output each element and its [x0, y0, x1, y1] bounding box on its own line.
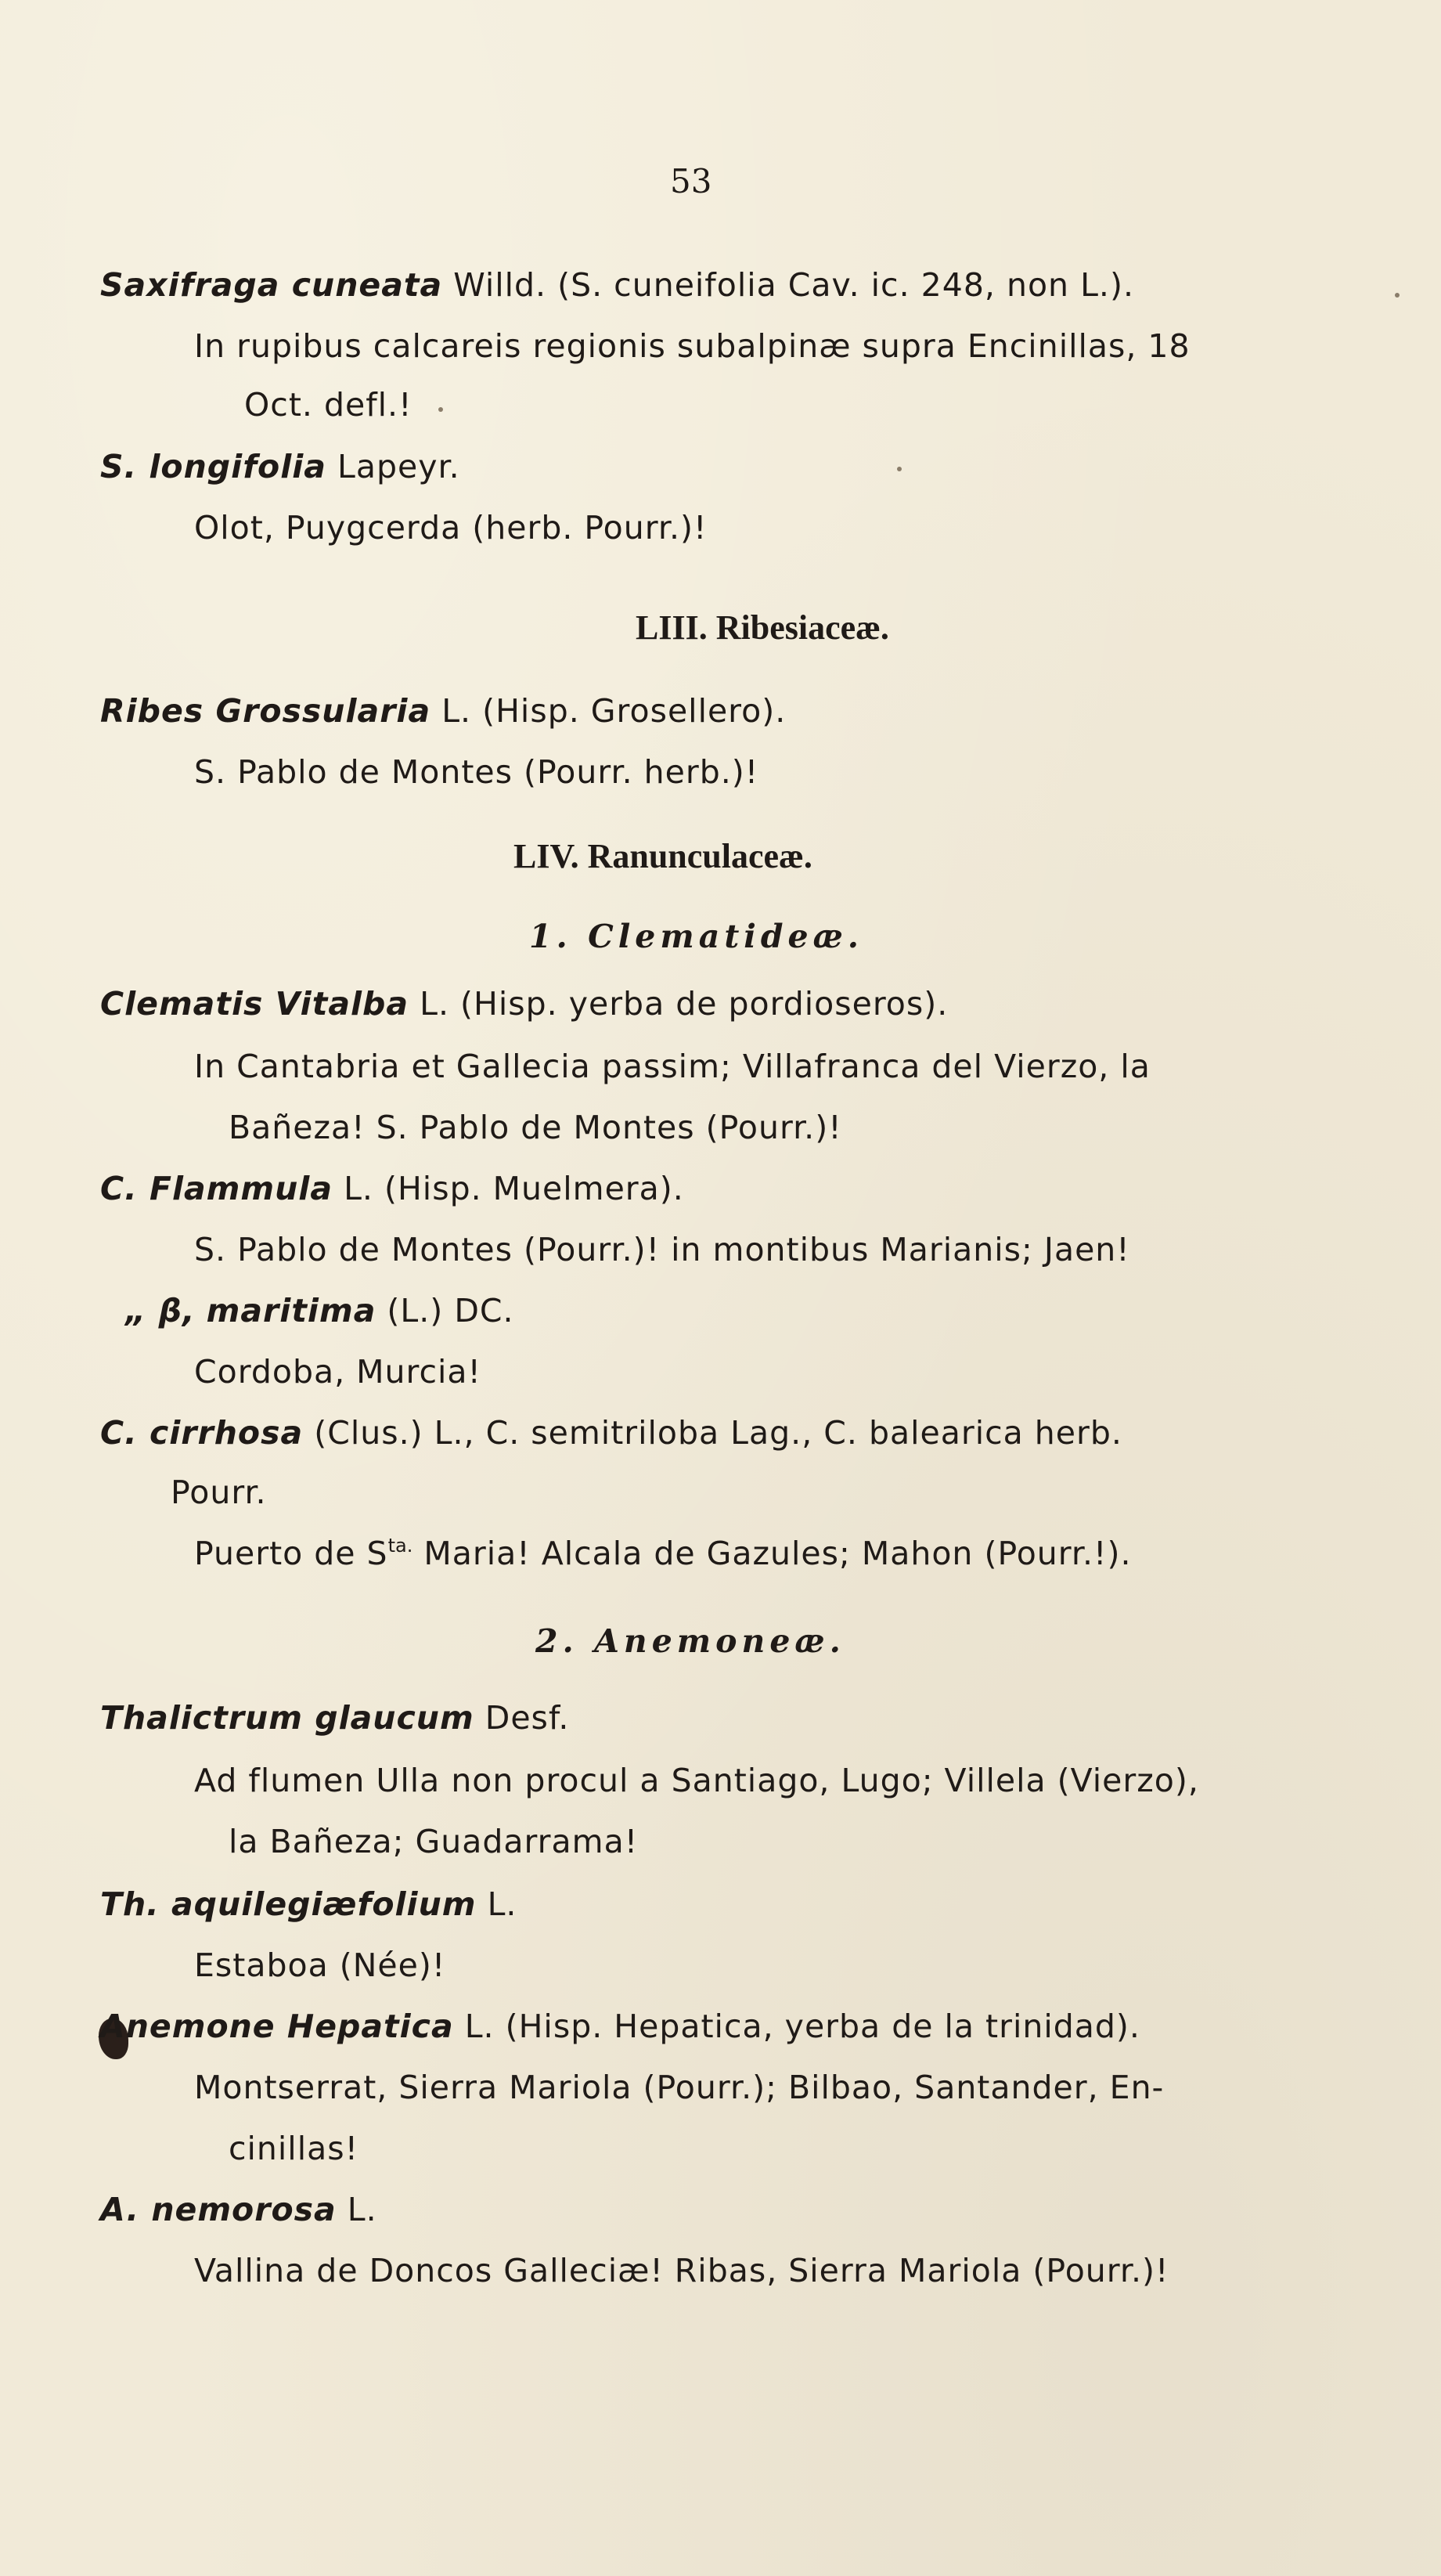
- locality-line: Vallina de Doncos Galleciæ! Ribas, Sierra Mariola (Pourr.)!: [194, 2252, 1169, 2289]
- paper-speck: [438, 407, 443, 412]
- locality-line: S. Pablo de Montes (Pourr. herb.)!: [194, 753, 759, 791]
- variety-entry-maritima: [125, 1290, 514, 1331]
- species-entry-saxifraga-longifolia: [100, 446, 460, 487]
- species-entry-ribes-grossularia: [100, 691, 786, 731]
- variety-name: maritima: [206, 1292, 376, 1329]
- species-entry-anemone-hepatica: [100, 2006, 1140, 2047]
- locality-line: Oct. defl.!: [244, 386, 412, 424]
- species-name: A. nemorosa: [100, 2191, 337, 2228]
- species-author: L. (Hisp. Muelmera).: [344, 1170, 684, 1207]
- species-entry-thalictrum-aquilegiaefolium: [100, 1884, 517, 1925]
- species-name: Thalictrum glaucum: [100, 1699, 474, 1737]
- species-name: Anemone Hepatica: [100, 2008, 454, 2045]
- tribe-heading-anemoneae: [535, 1621, 845, 1661]
- species-author: L. (Hisp. yerba de pordioseros).: [420, 985, 949, 1023]
- locality-text: Puerto de S: [194, 1535, 388, 1572]
- species-name: C. Flammula: [100, 1170, 333, 1207]
- locality-text: Maria! Alcala de Gazules; Mahon (Pourr.!).: [412, 1535, 1132, 1572]
- paper-speck: [1395, 293, 1400, 298]
- species-name: Ribes Grossularia: [100, 692, 431, 730]
- tribe-number: 1.: [529, 918, 572, 955]
- tribe-heading-clematideae: [529, 916, 863, 957]
- species-name: Th. aquilegiæfolium: [100, 1885, 477, 1923]
- species-author: Lapeyr.: [337, 448, 460, 485]
- locality-line: cinillas!: [229, 2130, 359, 2167]
- tribe-name: Anemoneæ.: [594, 1622, 845, 1660]
- species-name: C. cirrhosa: [100, 1414, 304, 1452]
- locality-line: Ad flumen Ulla non procul a Santiago, Lugo; Villela (Vierzo),: [194, 1762, 1199, 1799]
- species-entry-saxifraga-cuneata: [100, 265, 1134, 305]
- locality-line: Estaboa (Née)!: [194, 1946, 446, 1984]
- species-entry-clematis-cirrhosa: [100, 1412, 1122, 1453]
- variety-prefix: „ β,: [125, 1292, 196, 1329]
- tribe-number: 2.: [535, 1622, 578, 1660]
- species-author: (Clus.) L., C. semitriloba Lag., C. balearica herb.: [314, 1414, 1122, 1452]
- species-author: Willd. (S. cuneifolia Cav. ic. 248, non L.).: [453, 266, 1134, 304]
- species-name: S. longifolia: [100, 448, 326, 485]
- paper-speck: [897, 467, 902, 471]
- abbreviation-superscript: ta.: [387, 1535, 413, 1557]
- family-numeral: LIV.: [513, 837, 579, 875]
- species-author: L. (Hisp. Hepatica, yerba de la trinidad).: [464, 2008, 1140, 2045]
- locality-line: In Cantabria et Gallecia passim; Villafranca del Vierzo, la: [194, 1048, 1151, 1085]
- page-number: 53: [670, 162, 712, 200]
- species-author: L. (Hisp. Grosellero).: [441, 692, 787, 730]
- locality-line: Cordoba, Murcia!: [194, 1353, 481, 1391]
- locality-line: Pourr.: [171, 1474, 267, 1511]
- family-name: Ranunculaceæ.: [587, 837, 812, 875]
- locality-line: la Bañeza; Guadarrama!: [229, 1823, 639, 1860]
- locality-line: In rupibus calcareis regionis subalpinæ supra Encinillas, 18: [194, 327, 1191, 365]
- species-entry-anemone-nemorosa: [100, 2189, 377, 2230]
- family-heading-ranunculaceae: [513, 836, 812, 877]
- species-author: L.: [347, 2191, 377, 2228]
- species-author: Desf.: [485, 1699, 570, 1737]
- locality-line: Montserrat, Sierra Mariola (Pourr.); Bilbao, Santander, En-: [194, 2069, 1165, 2106]
- locality-line: Olot, Puygcerda (herb. Pourr.)!: [194, 509, 708, 547]
- locality-line: Bañeza! S. Pablo de Montes (Pourr.)!: [229, 1109, 842, 1146]
- species-name: Saxifraga cuneata: [100, 266, 443, 304]
- family-name: Ribesiaceæ.: [715, 608, 889, 647]
- species-entry-clematis-vitalba: [100, 983, 948, 1024]
- locality-line: [194, 1533, 1132, 1574]
- tribe-name: Clematideæ.: [588, 918, 864, 955]
- family-numeral: LIII.: [636, 608, 708, 647]
- species-entry-thalictrum-glaucum: [100, 1697, 569, 1738]
- species-name: Clematis Vitalba: [100, 985, 409, 1023]
- variety-author: (L.) DC.: [387, 1292, 514, 1329]
- family-heading-ribesiaceae: [636, 608, 889, 648]
- locality-line: S. Pablo de Montes (Pourr.)! in montibus Marianis; Jaen!: [194, 1231, 1130, 1268]
- species-author: L.: [487, 1885, 517, 1923]
- species-entry-clematis-flammula: [100, 1168, 684, 1209]
